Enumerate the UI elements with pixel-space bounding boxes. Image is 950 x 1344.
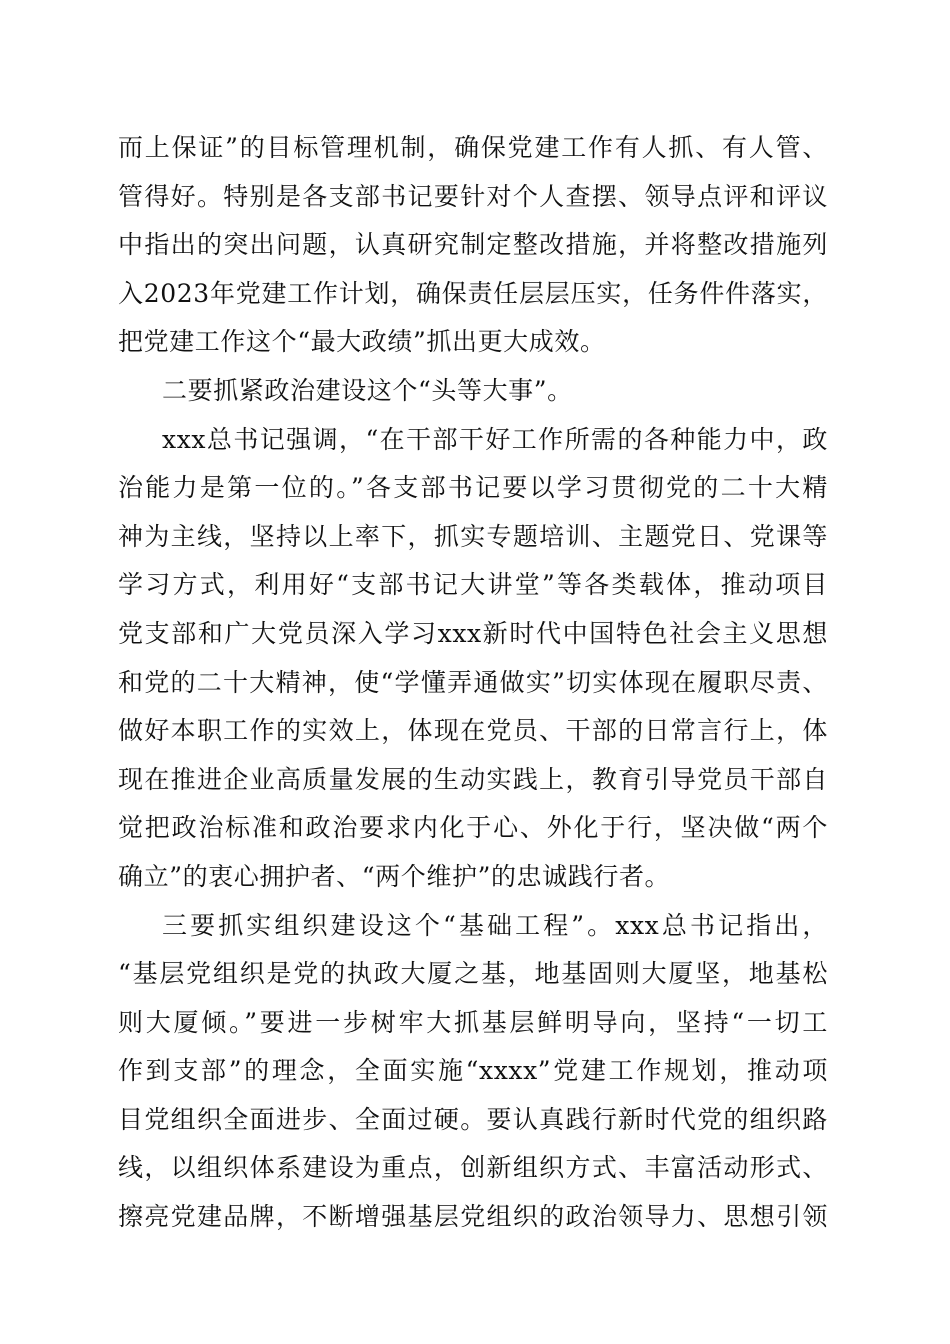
text-line: 现在推进企业高质量发展的生动实践上，教育引导党员干部自	[118, 764, 828, 794]
text-line: 确立”的衷心拥护者、“两个维护”的忠诚践行者。	[118, 861, 671, 891]
text-line: 做好本职工作的实效上，体现在党员、干部的日常言行上，体	[118, 716, 828, 746]
text-line: 则大厦倾。”要进一步树牢大抓基层鲜明导向，坚持“一切工	[118, 1007, 828, 1037]
text-line: 学习方式，利用好“支部书记大讲堂”等各类载体，推动项目	[118, 570, 828, 600]
text-line: 觉把政治标准和政治要求内化于心、外化于行，坚决做“两个	[118, 813, 828, 843]
text-line: xxx总书记强调，“在干部干好工作所需的各种能力中，政	[162, 424, 828, 454]
text-line: 把党建工作这个“最大政绩”抓出更大成效。	[118, 327, 606, 357]
text-line: 中指出的突出问题，认真研究制定整改措施，并将整改措施列	[118, 230, 828, 260]
text-line: 神为主线，坚持以上率下，抓实专题培训、主题党日、党课等	[118, 521, 828, 551]
text-line: 入2023年党建工作计划，确保责任层层压实，任务件件落实，	[118, 278, 828, 308]
text-line: 管得好。特别是各支部书记要针对个人查摆、领导点评和评议	[118, 181, 828, 211]
text-line: 而上保证”的目标管理机制，确保党建工作有人抓、有人管、	[118, 133, 828, 162]
text-line: 作到支部”的理念，全面实施“xxxx”党建工作规划，推动项	[118, 1056, 828, 1086]
text-line: 治能力是第一位的。”各支部书记要以学习贯彻党的二十大精	[118, 473, 828, 503]
text-line: 党支部和广大党员深入学习xxx新时代中国特色社会主义思想	[118, 618, 828, 648]
text-line: 目党组织全面进步、全面过硬。要认真践行新时代党的组织路	[118, 1104, 828, 1134]
text-line: 和党的二十大精神，使“学懂弄通做实”切实体现在履职尽责、	[118, 667, 828, 697]
section-heading-line: 三要抓实组织建设这个“基础工程”。xxx总书记指出，	[162, 910, 828, 940]
text-line: 线，以组织体系建设为重点，创新组织方式、丰富活动形式、	[118, 1153, 828, 1183]
text-line: 擦亮党建品牌，不断增强基层党组织的政治领导力、思想引领	[118, 1202, 828, 1232]
body-text	[118, 124, 828, 1242]
section-heading-line: 二要抓紧政治建设这个“头等大事”。	[162, 375, 573, 405]
text-line: “基层党组织是党的执政大厦之基，地基固则大厦坚，地基松	[118, 959, 828, 989]
